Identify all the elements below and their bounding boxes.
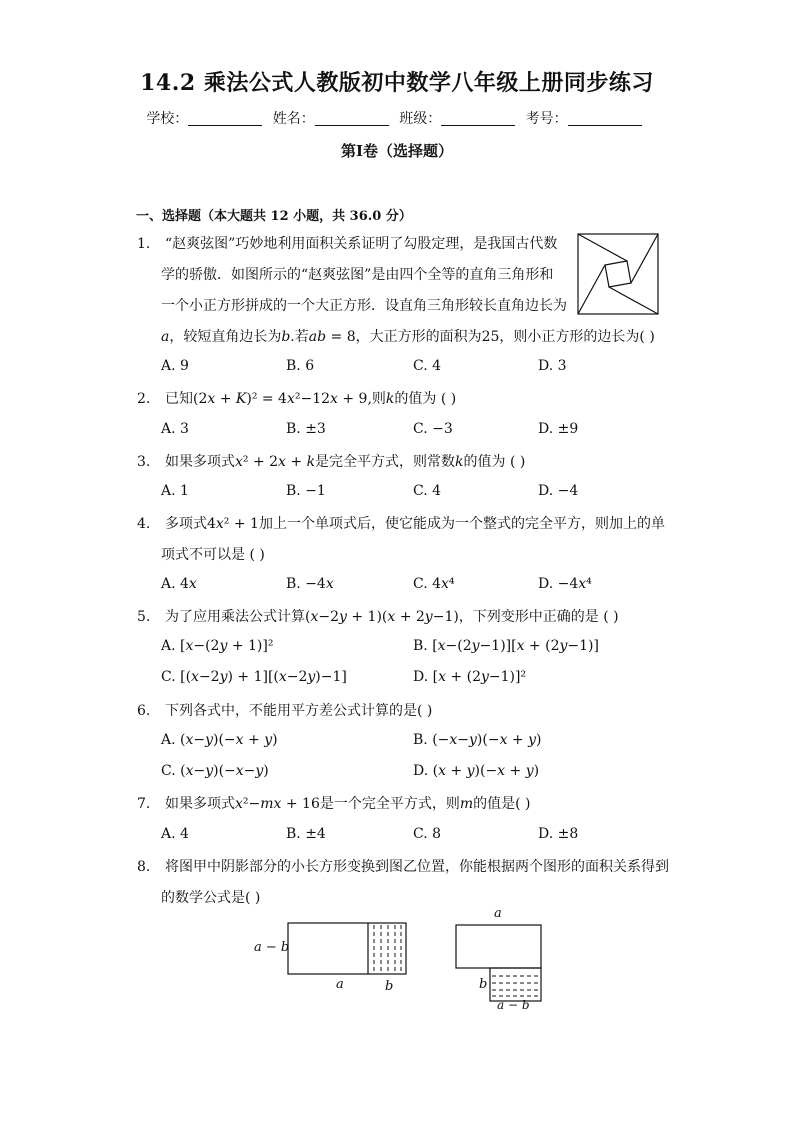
figure-jia <box>250 918 420 998</box>
q5-option-d[interactable]: D. [𝑥 + (2𝑦−1)]² <box>413 669 527 685</box>
q6-option-b[interactable]: B. (−𝑥−𝑦)(−𝑥 + 𝑦) <box>413 732 542 748</box>
q1-line-4: 𝑎，较短直角边长为𝑏.若𝑎𝑏 = 8，大正方形的面积为25，则小正方形的边长为( ) <box>161 329 655 345</box>
question-3: 3. 如果多项式𝑥² + 2𝑥 + 𝑘是完全平方式，则常数𝑘的值为 ( ) <box>137 454 526 470</box>
q4-option-b[interactable]: B. −4𝑥 <box>286 576 334 592</box>
student-info-line <box>0 108 794 128</box>
q2-option-d[interactable]: D. ±9 <box>538 421 579 437</box>
q2-option-b[interactable]: B. ±3 <box>286 421 326 437</box>
fig-jia-bottom-a: 𝑎 <box>336 977 344 992</box>
q1-option-c[interactable]: C. 4 <box>413 358 442 374</box>
q3-option-b[interactable]: B. −1 <box>286 483 326 499</box>
page-title: 14.2 乘法公式人教版初中数学八年级上册同步练习 <box>140 70 654 96</box>
q7-option-b[interactable]: B. ±4 <box>286 826 326 842</box>
question-8: 8. 将图甲中阴影部分的小长方形变换到图乙位置，你能根据两个图形的面积关系得到 <box>137 859 669 875</box>
q3-option-a[interactable]: A. 1 <box>161 483 189 499</box>
q5-option-a[interactable]: A. [𝑥−(2𝑦 + 1)]² <box>161 638 274 654</box>
section-heading: 一、选择题（本大题共 12 小题，共 36.0 分） <box>136 209 412 224</box>
q1-option-b[interactable]: B. 6 <box>286 358 315 374</box>
figure-yi <box>450 918 550 1010</box>
question-7: 7. 如果多项式𝑥²−𝑚𝑥 + 16是一个完全平方式，则𝑚的值是( ) <box>137 796 531 812</box>
q1-line-2: 学的骄傲．如图所示的“赵爽弦图”是由四个全等的直角三角形和 <box>161 267 554 283</box>
fig-yi-side-b: 𝑏 <box>479 977 488 992</box>
school-blank[interactable] <box>188 111 262 126</box>
number-blank[interactable] <box>568 111 642 126</box>
q4-line-2: 项式不可以是 ( ) <box>161 547 265 563</box>
name-blank[interactable] <box>315 111 389 126</box>
school-label: 学校： <box>146 111 189 127</box>
class-label: 班级： <box>399 111 442 127</box>
question-4: 4. 多项式4𝑥² + 1加上一个单项式后，使它能成为一个整式的完全平方，则加上的单 <box>137 516 665 532</box>
question-5: 5. 为了应用乘法公式计算(𝑥−2𝑦 + 1)(𝑥 + 2𝑦−1)，下列变形中正确的是 ( ) <box>137 609 619 625</box>
fig-yi-top-a: 𝑎 <box>494 906 502 921</box>
q6-option-d[interactable]: D. (𝑥 + 𝑦)(−𝑥 + 𝑦) <box>413 763 540 779</box>
fig-jia-bottom-b: 𝑏 <box>385 979 394 994</box>
q1-line-3: 一个小正方形拼成的一个大正方形．设直角三角形较长直角边长为 <box>161 298 567 314</box>
zhao-shuang-diagram <box>577 233 659 315</box>
question-1: 1. “赵爽弦图”巧妙地利用面积关系证明了勾股定理，是我国古代数 <box>137 236 558 252</box>
q1-option-a[interactable]: A. 9 <box>161 358 189 374</box>
q3-option-c[interactable]: C. 4 <box>413 483 442 499</box>
q7-option-c[interactable]: C. 8 <box>413 826 442 842</box>
number-label: 考号： <box>525 111 568 127</box>
question-number: 1. <box>137 236 151 252</box>
q5-option-c[interactable]: C. [(𝑥−2𝑦) + 1][(𝑥−2𝑦)−1] <box>161 669 347 685</box>
class-blank[interactable] <box>441 111 515 126</box>
q2-option-a[interactable]: A. 3 <box>161 421 189 437</box>
fig-yi-bottom-ab: 𝑎 − 𝑏 <box>497 998 530 1012</box>
q4-option-a[interactable]: A. 4𝑥 <box>161 576 197 592</box>
question-6: 6. 下列各式中，不能用平方差公式计算的是( ) <box>137 703 433 719</box>
q3-option-d[interactable]: D. −4 <box>538 483 579 499</box>
q7-option-a[interactable]: A. 4 <box>161 826 189 842</box>
part-heading: 第Ⅰ卷（选择题） <box>340 142 454 160</box>
q1-option-d[interactable]: D. 3 <box>538 358 567 374</box>
q6-option-a[interactable]: A. (𝑥−𝑦)(−𝑥 + 𝑦) <box>161 732 278 748</box>
q8-line-2: 的数学公式是( ) <box>161 890 261 906</box>
question-2: 2. 已知(2𝑥 + 𝐾)² = 4𝑥²−12𝑥 + 9,则𝑘的值为 ( ) <box>137 391 457 407</box>
q7-option-d[interactable]: D. ±8 <box>538 826 579 842</box>
name-label: 姓名： <box>272 111 315 127</box>
q4-option-d[interactable]: D. −4𝑥⁴ <box>538 576 592 592</box>
q6-option-c[interactable]: C. (𝑥−𝑦)(−𝑥−𝑦) <box>161 763 269 779</box>
q5-option-b[interactable]: B. [𝑥−(2𝑦−1)][𝑥 + (2𝑦−1)] <box>413 638 599 654</box>
q4-option-c[interactable]: C. 4𝑥⁴ <box>413 576 455 592</box>
q2-option-c[interactable]: C. −3 <box>413 421 453 437</box>
fig-jia-side-label: 𝑎 − 𝑏 <box>254 940 290 955</box>
